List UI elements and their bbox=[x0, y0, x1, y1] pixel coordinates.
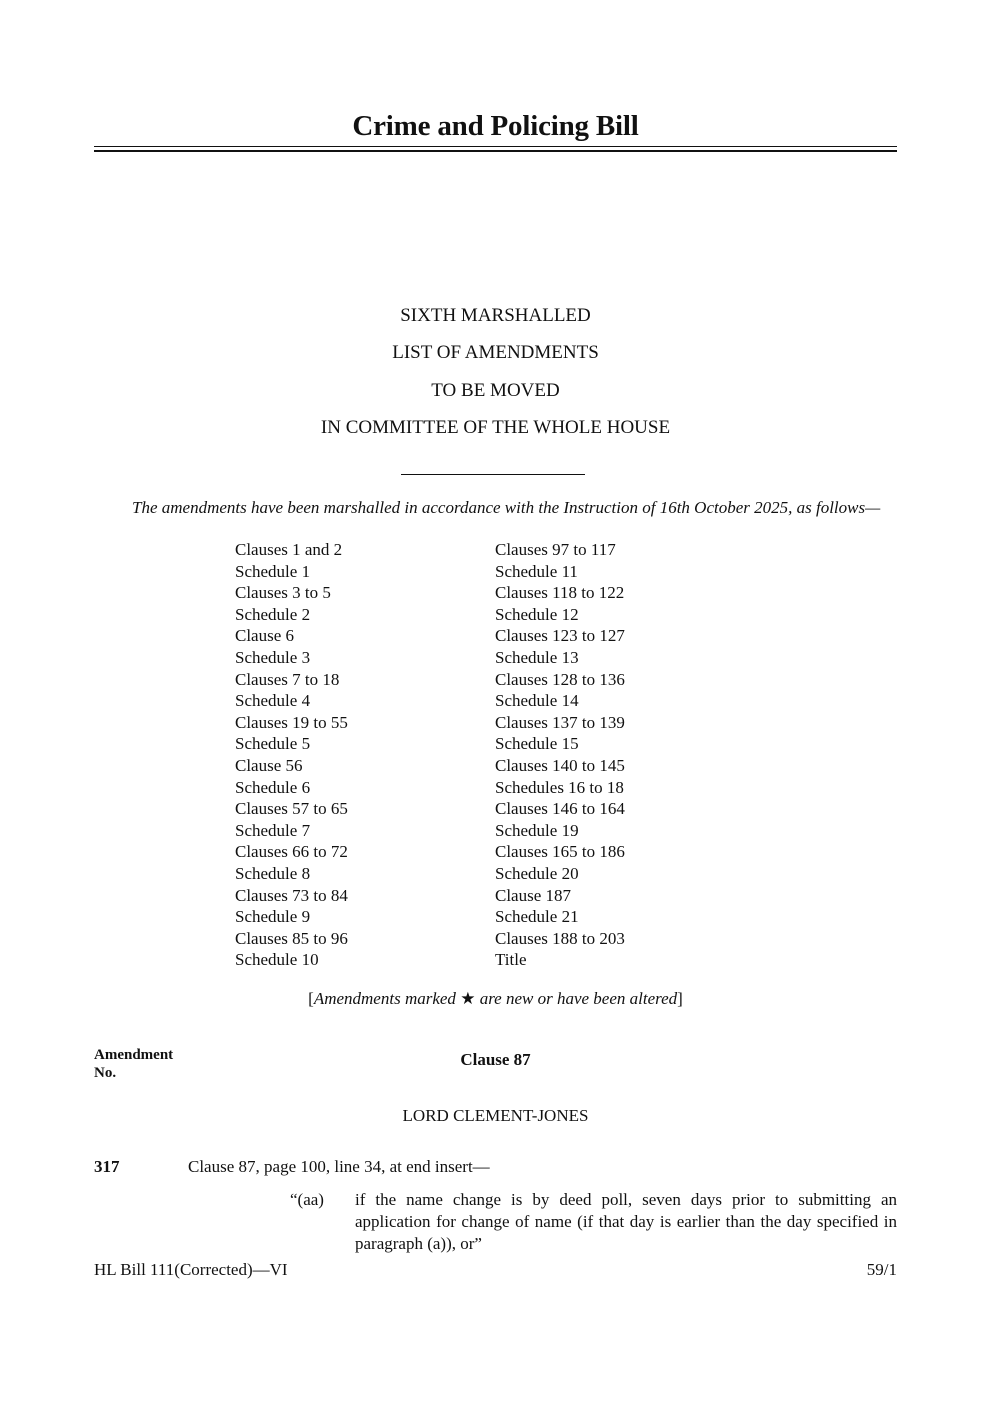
inserted-paragraph-text: if the name change is by deed poll, seven days prior to submitting an application for change of name (if that day is earlier than the day specified in paragraph (a)), or” bbox=[355, 1190, 897, 1253]
order-item: Schedule 2 bbox=[235, 604, 311, 624]
order-item: Clauses 57 to 65 bbox=[235, 799, 348, 819]
amendment-number: 317 bbox=[94, 1157, 120, 1176]
order-item: Schedule 14 bbox=[495, 691, 579, 711]
order-item: Schedule 4 bbox=[235, 691, 311, 711]
order-item: Clauses 97 to 117 bbox=[495, 540, 616, 559]
title-rule-thin bbox=[94, 146, 897, 147]
order-item: Clause 56 bbox=[235, 755, 303, 775]
order-item: Clauses 3 to 5 bbox=[235, 583, 331, 603]
order-item: Schedule 20 bbox=[495, 863, 579, 883]
altered-amendments-note bbox=[94, 988, 897, 1010]
heading-line-1: SIXTH MARSHALLED bbox=[400, 305, 591, 326]
order-item: Schedule 7 bbox=[235, 820, 311, 840]
order-item: Schedule 15 bbox=[495, 734, 579, 754]
note-open-bracket: [ bbox=[308, 989, 314, 1008]
order-item: Clauses 128 to 136 bbox=[495, 669, 625, 689]
note-close-bracket: ] bbox=[677, 989, 683, 1008]
order-item: Schedule 19 bbox=[495, 820, 579, 840]
order-item: Clauses 188 to 203 bbox=[495, 928, 625, 948]
order-item: Clauses 140 to 145 bbox=[495, 755, 625, 775]
title-rule-thick bbox=[94, 150, 897, 152]
order-item: Schedule 10 bbox=[235, 950, 319, 970]
marshalling-order-right-column bbox=[495, 539, 625, 971]
label-line-2: No. bbox=[94, 1065, 117, 1081]
intro-paragraph: The amendments have been marshalled in accordance with the Instruction of 16th October 2025, as follows— bbox=[132, 498, 881, 517]
order-item: Clauses 73 to 84 bbox=[235, 885, 348, 905]
order-item: Clauses 165 to 186 bbox=[495, 842, 625, 862]
order-item: Title bbox=[495, 950, 527, 970]
order-item: Clause 187 bbox=[495, 885, 572, 905]
document-title: Crime and Policing Bill bbox=[352, 110, 639, 142]
label-line-1: Amendment bbox=[94, 1047, 174, 1063]
order-item: Schedule 21 bbox=[495, 907, 579, 927]
order-item: Schedule 13 bbox=[495, 647, 579, 667]
heading-line-2: LIST OF AMENDMENTS bbox=[392, 342, 599, 363]
inserted-paragraph-label: “(aa) bbox=[290, 1190, 324, 1209]
order-item: Clauses 146 to 164 bbox=[495, 799, 625, 819]
order-item: Clauses 123 to 127 bbox=[495, 626, 625, 646]
note-text-after: are new or have been altered bbox=[475, 989, 678, 1008]
order-item: Schedule 11 bbox=[495, 561, 578, 581]
page-reference: 59/1 bbox=[866, 1260, 897, 1279]
member-name: LORD CLEMENT-JONES bbox=[402, 1106, 589, 1125]
note-text-before: Amendments marked bbox=[313, 989, 461, 1008]
order-item: Clauses 66 to 72 bbox=[235, 842, 348, 862]
order-item: Clauses 137 to 139 bbox=[495, 712, 625, 732]
order-item: Schedule 1 bbox=[235, 561, 311, 581]
order-item: Schedule 9 bbox=[235, 907, 311, 927]
amendment-instruction: Clause 87, page 100, line 34, at end insert— bbox=[188, 1157, 490, 1176]
clause-heading: Clause 87 bbox=[460, 1050, 531, 1069]
order-item: Schedule 12 bbox=[495, 604, 579, 624]
order-item: Schedule 8 bbox=[235, 863, 311, 883]
order-item: Schedule 5 bbox=[235, 734, 311, 754]
order-item: Clauses 118 to 122 bbox=[495, 583, 625, 603]
star-icon: ★ bbox=[460, 989, 476, 1008]
order-item: Schedules 16 to 18 bbox=[495, 777, 624, 797]
order-item: Clauses 19 to 55 bbox=[235, 712, 348, 732]
marshalling-order-left-column bbox=[235, 539, 348, 971]
order-item: Clauses 1 and 2 bbox=[235, 540, 343, 559]
order-item: Clauses 7 to 18 bbox=[235, 669, 340, 689]
order-item: Schedule 6 bbox=[235, 777, 311, 797]
order-item: Schedule 3 bbox=[235, 647, 311, 667]
bill-reference: HL Bill 111(Corrected)—VI bbox=[94, 1260, 288, 1279]
heading-line-3: TO BE MOVED bbox=[431, 380, 560, 401]
heading-line-4: IN COMMITTEE OF THE WHOLE HOUSE bbox=[320, 417, 671, 438]
order-item: Clauses 85 to 96 bbox=[235, 928, 348, 948]
order-item: Clause 6 bbox=[235, 626, 295, 646]
section-divider bbox=[401, 474, 585, 475]
